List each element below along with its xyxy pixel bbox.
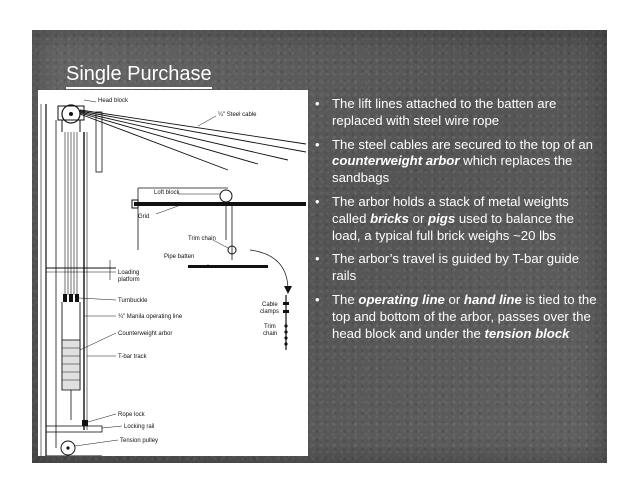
- bullet-text: used to balance the load, a typical full brick weighs ~20 lbs: [332, 210, 574, 243]
- bullet-term: operating line: [358, 291, 445, 307]
- label-rope-lock: Rope lock: [118, 412, 145, 418]
- label-steel-cable: ¼" Steel cable: [218, 112, 257, 118]
- loft-block: [138, 188, 232, 250]
- t-bar-track: [84, 132, 87, 430]
- bullet-text: The: [332, 291, 359, 307]
- counterweight-arbor: [62, 302, 80, 420]
- label-trim-chain-detail-1: Trim: [264, 324, 276, 330]
- bullet-dot: •: [315, 193, 320, 209]
- bullet-text: is tied to the top and bottom of the arbor, passes over the head block and under the: [332, 291, 597, 341]
- loading-platform: [46, 260, 116, 280]
- label-t-bar-track: T-bar track: [118, 354, 147, 360]
- bullet-text: which replaces the sandbags: [332, 153, 573, 186]
- label-turnbuckle: Turnbuckle: [118, 298, 148, 304]
- bullet-list: [308, 96, 604, 349]
- trim-chain-detail: [283, 295, 289, 350]
- bullet-dot: •: [315, 96, 320, 111]
- bullet-term: bricks: [370, 210, 409, 226]
- bullet-item: [308, 137, 604, 187]
- label-tension-pulley: Tension pulley: [120, 438, 159, 444]
- bullet-text: The arbor holds a stack of metal weights called: [332, 193, 569, 226]
- bullet-item: [308, 194, 604, 244]
- label-manila-line: ¾" Manila operating line: [118, 314, 183, 320]
- label-cable-clamps-2: clamps: [260, 309, 280, 315]
- label-trim-chain: Trim chain: [188, 236, 216, 242]
- label-counterweight-arbor: Counterweight arbor: [118, 331, 173, 337]
- label-loading-platform-1: Loading: [118, 270, 140, 276]
- rigging-diagram: [38, 90, 308, 456]
- locking-rail: [46, 420, 102, 432]
- slide: [32, 30, 607, 463]
- label-head-block: Head block: [98, 98, 129, 104]
- label-cable-clamps-1: Cable: [262, 302, 278, 308]
- steel-cables: [80, 110, 306, 170]
- bullet-term: pigs: [428, 210, 456, 226]
- head-block: [58, 105, 84, 132]
- bullet-text: The lift lines attached to the batten are replaced with steel wire rope: [332, 96, 557, 128]
- turnbuckles: [63, 294, 79, 302]
- bullet-text: The steel cables are secured to the top of an: [332, 136, 593, 152]
- cable-bundle: [65, 132, 77, 295]
- bullet-item: [308, 251, 604, 285]
- pipe-batten: [188, 265, 268, 268]
- label-loading-platform-2: platform: [118, 277, 140, 283]
- label-grid: Grid: [138, 214, 150, 220]
- diagram-svg: [38, 90, 308, 456]
- bullet-item: [308, 96, 604, 130]
- grid-beam: [132, 200, 306, 208]
- bullet-text: or: [408, 210, 429, 226]
- slide-title: Single Purchase: [66, 62, 212, 89]
- label-pipe-batten: Pipe batten: [164, 254, 195, 260]
- label-trim-chain-detail-2: chain: [263, 331, 278, 337]
- bullet-text: or: [444, 291, 464, 307]
- bullet-dot: •: [315, 136, 320, 152]
- bullet-term: hand line: [463, 291, 522, 307]
- bullet-term: counterweight arbor: [332, 153, 460, 169]
- bullet-text: The arbor’s travel is guided by T-bar guide rails: [332, 251, 580, 284]
- bullet-term: tension block: [484, 325, 570, 341]
- bullet-dot: •: [315, 291, 320, 307]
- bullet-item: [308, 292, 604, 342]
- label-loft-block: Loft block: [154, 190, 180, 196]
- bullet-dot: •: [315, 251, 320, 267]
- label-locking-rail: Locking rail: [124, 424, 155, 430]
